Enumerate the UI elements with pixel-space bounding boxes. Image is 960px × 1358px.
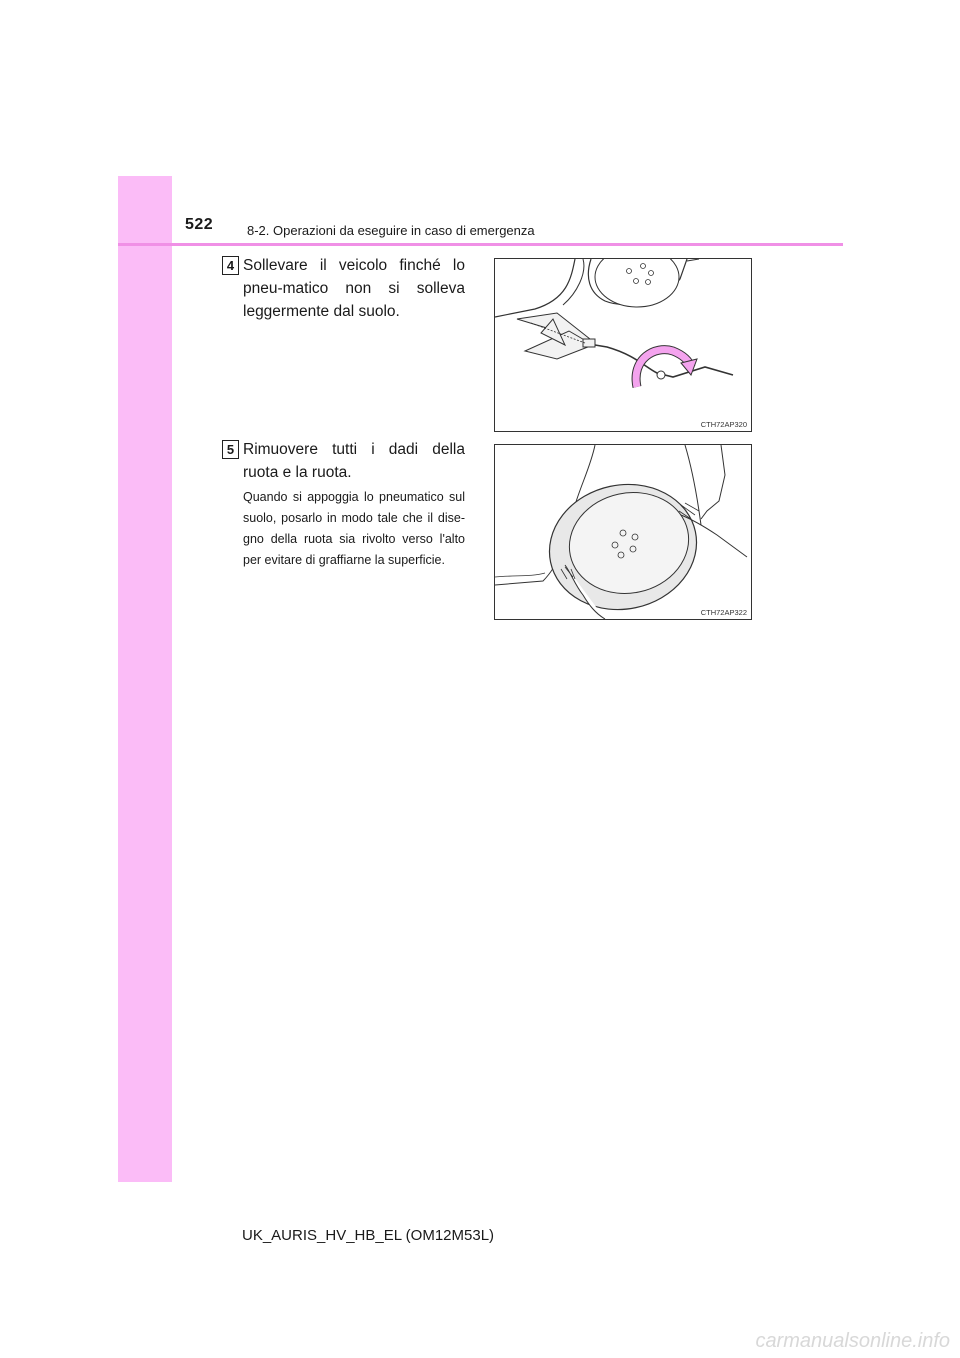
step-4-text: Sollevare il veicolo finché lo pneu-matico non si solleva leggermente dal suolo. bbox=[243, 257, 465, 320]
step-5-text: Rimuovere tutti i dadi della ruota e la ruota. bbox=[243, 441, 465, 481]
jack-lifting-illustration bbox=[495, 259, 751, 431]
figure-wheel-removal bbox=[494, 444, 752, 620]
figure-code: CTH72AP320 bbox=[700, 420, 747, 429]
page-number: 522 bbox=[185, 216, 214, 233]
watermark: carmanualsonline.info bbox=[755, 1330, 950, 1352]
header-divider bbox=[118, 243, 843, 246]
document-code: UK_AURIS_HV_HB_EL (OM12M53L) bbox=[242, 1227, 495, 1244]
section-title: 8-2. Operazioni da eseguire in caso di emergenza bbox=[247, 223, 535, 238]
step-5-note: Quando si appoggia lo pneumatico sul suolo, posarlo in modo tale che il dise-gno della ruota sia rivolto verso l'alto per evitare di graffiarne la superficie. bbox=[243, 490, 465, 567]
chapter-side-band bbox=[118, 176, 172, 1182]
figure-jack-lifting bbox=[494, 258, 752, 432]
step-5-badge: 5 bbox=[222, 440, 239, 459]
step-4-badge: 4 bbox=[222, 256, 239, 275]
figure-code: CTH72AP322 bbox=[700, 608, 747, 617]
wheel-removal-illustration bbox=[495, 445, 751, 619]
